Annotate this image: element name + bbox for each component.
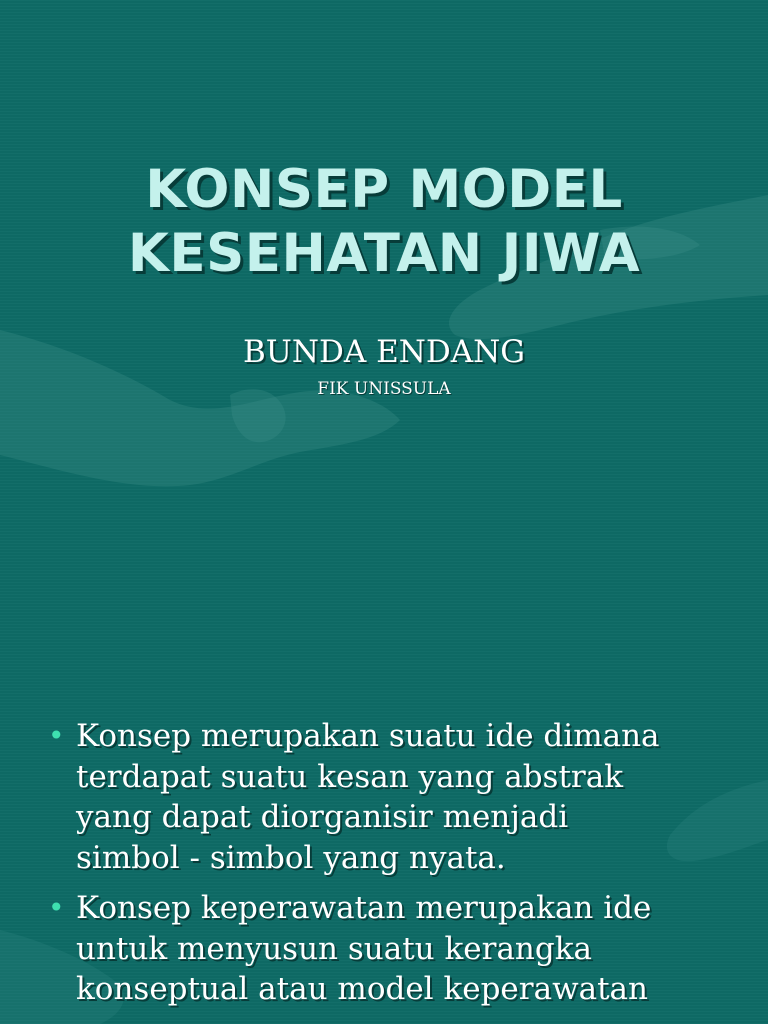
slide-title-line-1: KONSEP MODEL: [145, 159, 623, 220]
slide-title: [0, 158, 768, 286]
bullet-list: [0, 716, 768, 1020]
bullet-dot-icon: •: [48, 719, 65, 752]
bullet-text-line: Konsep merupakan suatu ide dimana: [76, 718, 660, 754]
bullet-text-line: untuk menyusun suatu kerangka: [76, 930, 593, 967]
institution-name: FIK UNISSULA: [317, 379, 451, 399]
bullet-dot-icon: •: [48, 891, 65, 924]
bullet-item: [0, 716, 768, 878]
bullet-text-line: konseptual atau model keperawatan: [76, 971, 648, 1007]
author-name: BUNDA ENDANG: [242, 334, 525, 370]
title-section: [0, 0, 768, 420]
slide-title-line-2: KESEHATAN JIWA: [127, 223, 641, 284]
bullet-text-line: yang dapat diorganisir menjadi: [76, 799, 569, 835]
bullet-text-line: Konsep keperawatan merupakan ide: [76, 890, 652, 926]
bullet-item: [0, 888, 768, 1010]
bullet-text-line: simbol - simbol yang nyata.: [76, 839, 506, 876]
bullet-text-line: terdapat suatu kesan yang abstrak: [76, 758, 623, 795]
